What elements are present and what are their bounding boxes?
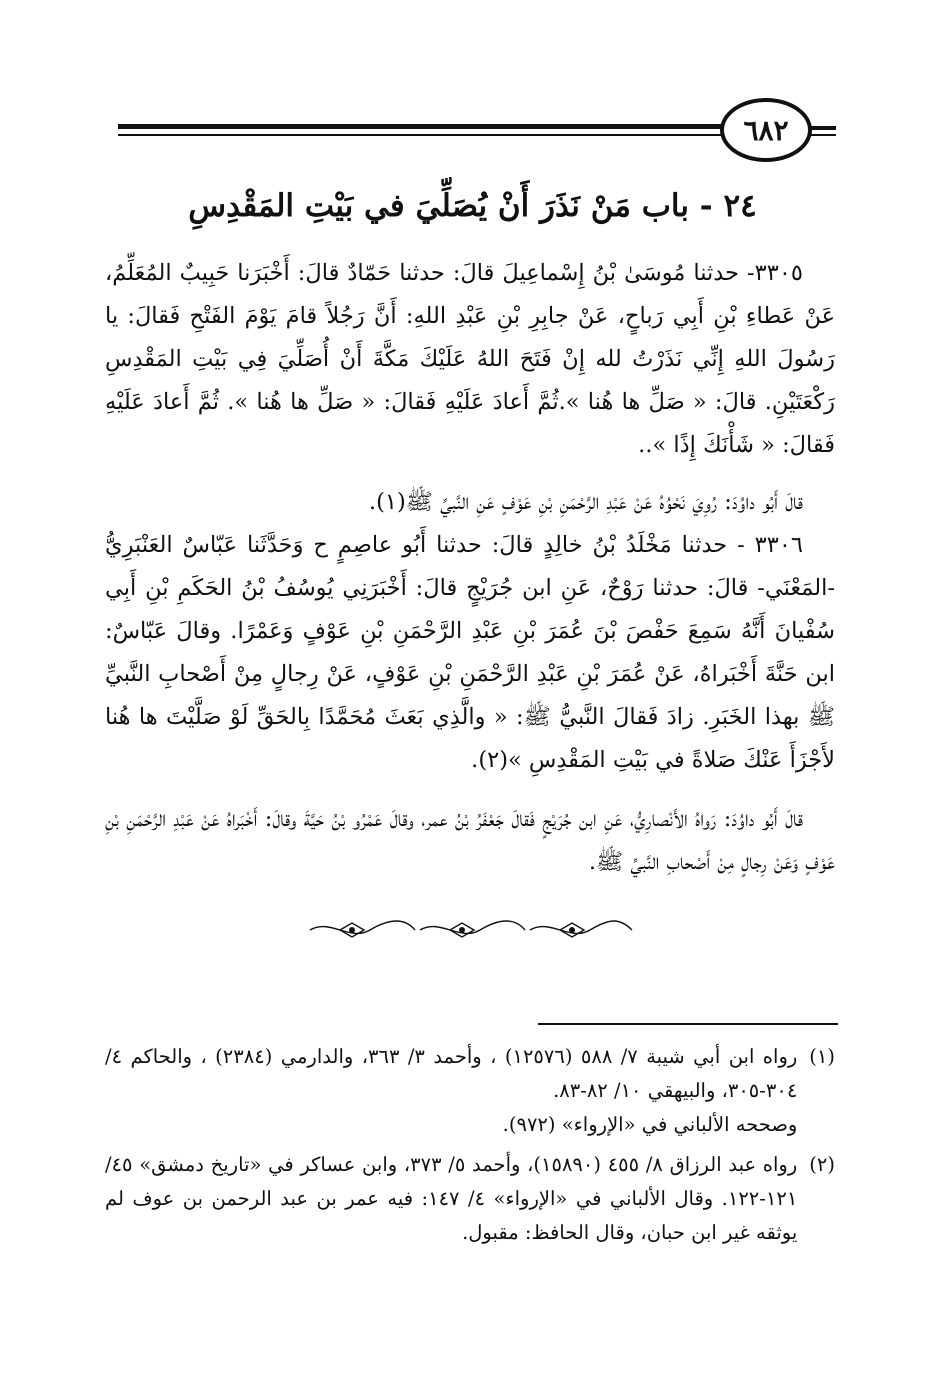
header-rule-right-thin xyxy=(808,134,836,136)
footnote-text: رواه ابن أبي شيبة ٧/ ٥٨٨ (١٢٥٧٦) ، وأحمد ٣/ ٣٦٣، والدارمي (٢٣٨٤) ، والحاكم ٤/ ٣٠٤-٣٠٥، والبيهقي ١٠/ ٨٢-٨٣. xyxy=(105,1045,798,1102)
footnote-2 xyxy=(105,1148,835,1250)
chapter-title: ٢٤ - باب مَنْ نَذَرَ أَنْ يُصَلِّيَ في بَيْتِ المَقْدِسِ xyxy=(188,188,757,224)
footnote-1 xyxy=(105,1040,835,1142)
header-rule-right xyxy=(808,126,836,130)
footnotes xyxy=(105,1040,835,1256)
main-text xyxy=(105,252,835,884)
abu-dawud-note-2: قالَ أَبُو داوُدَ: رَواهُ الأَنْصارِيُّ، عَنِ ابن جُرَيْجٍ فَقالَ جَعْفَرُ بْنُ عمر، وقالَ عَمْرُو بْنُ حَيَّةَ وقالَ: أَخْبَراهُ عَنْ عَبْدِ الرَّحْمَنِ بْنِ عَوْفٍ وَعَنْ رِجالٍ مِنْ أَصْحابِ النَّبيِّ ﷺ. xyxy=(105,806,835,875)
header-rule-thin xyxy=(118,134,724,136)
footnote-text: رواه عبد الرزاق ٨/ ٤٥٥ (١٥٨٩٠)، وأحمد ٥/ ٣٧٣، وابن عساكر في «تاريخ دمشق» ٤٥/ ١٢١-١٢٢. وقال الألباني في «الإرواء» ٤/ ١٤٧: فيه عمر بن عبد الرحمن بن عوف لم يوثقه غير ابن حبان، وقال الحافظ: مقبول. xyxy=(105,1153,798,1244)
ornament-divider xyxy=(300,912,640,948)
hadith-3305: ٣٣٠٥- حدثنا مُوسَىٰ بْنُ إِسْماعِيلَ قالَ: حدثنا حَمّادٌ قالَ: أَخْبَرَنا حَبِيبٌ المُعَلِّمُ، عَنْ عَطاءِ بْنِ أَبِي رَباحٍ، عَنْ جابِرِ بْنِ عَبْدِ اللهِ: أَنَّ رَجُلاً قامَ يَوْمَ الفَتْحِ فَقالَ: يا رَسُولَ اللهِ إِنِّي نَذَرْتُ لله إِنْ فَتَحَ اللهُ عَلَيْكَ مَكَّةَ أَنْ أُصَلِّيَ فِي بَيْتِ المَقْدِسِ رَكْعَتَيْنِ. قالَ: « صَلِّ ها هُنا ».ثُمَّ أَعادَ عَلَيْهِ فَقالَ: « صَلِّ ها هُنا ». ثُمَّ أَعادَ عَلَيْهِ فَقالَ: « شَأْنَكَ إِذًا ».. xyxy=(105,260,835,458)
header-rule-thick xyxy=(118,124,724,129)
page-header xyxy=(0,0,945,180)
page-number: ٦٨٢ xyxy=(720,98,812,162)
abu-dawud-note-1: قالَ أَبُو داوُدَ: رُوِيَ نَحْوُهُ عَنْ عَبْدِ الرَّحْمَنِ بْنِ عَوْفٍ عَنِ النَّبيِّ ﷺ(١). xyxy=(368,489,803,515)
footnote-separator xyxy=(538,1023,838,1025)
footnote-number: (٢) xyxy=(809,1153,835,1176)
footnote-number: (١) xyxy=(809,1045,835,1068)
hadith-3306: ٣٣٠٦ - حدثنا مَخْلَدُ بْنُ خالِدٍ قالَ: حدثنا أَبُو عاصِمٍ ح وَحَدَّثَنا عَبّاسٌ العَنْبَرِيُّ -المَعْنَي- قالَ: حدثنا رَوْحٌ، عَنِ ابن جُرَيْجٍ قالَ: أَخْبَرَنِي يُوسُفُ بْنُ الحَكَمِ بْنِ أَبِي سُفْيانَ أَنَّهُ سَمِعَ حَفْصَ بْنَ عُمَرَ بْنِ عَبْدِ الرَّحْمَنِ بْنِ عَوْفٍ وَعَمْرًا. وقالَ عَبّاسٌ: ابن حَنَّةَ أَخْبَراهُ، عَنْ عُمَرَ بْنِ عَبْدِ الرَّحْمَنِ بْنِ عَوْفٍ، عَنْ رِجالٍ مِنْ أَصْحابِ النَّبيِّ ﷺ بهذا الخَبَرِ. زادَ فَقالَ النَّبيُّ ﷺ: « والَّذِي بَعَثَ مُحَمَّدًا بِالحَقِّ لَوْ صَلَّيْتَ ها هُنا لأَجْزَأَ عَنْكَ صَلاةً في بَيْتِ المَقْدِسِ »(٢). xyxy=(105,532,835,773)
footnote-text: وصححه الألباني في «الإرواء» (٩٧٢). xyxy=(502,1113,798,1136)
